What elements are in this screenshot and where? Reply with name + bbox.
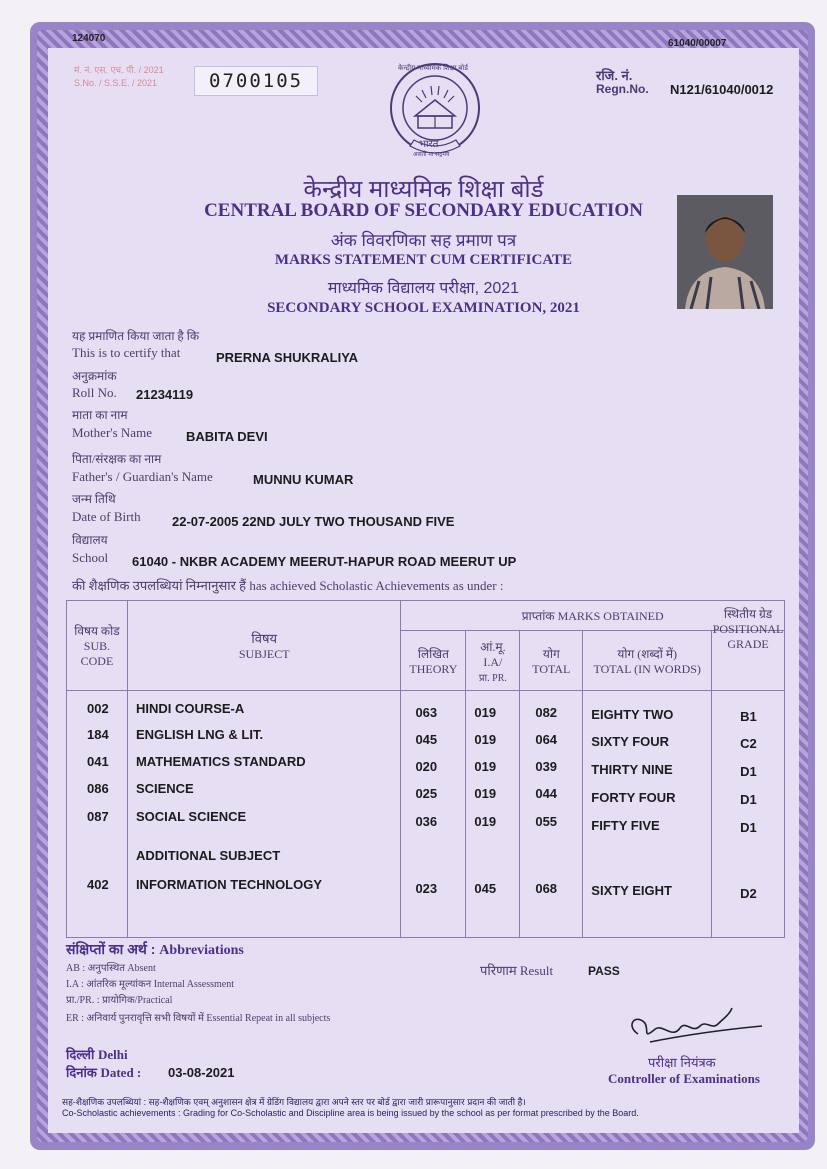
subjects-cell xyxy=(127,691,401,938)
date-of-birth: 22-07-2005 22ND JULY TWO THOUSAND FIVE xyxy=(172,514,455,529)
top-left-number: 124070 xyxy=(72,33,106,44)
roll-label: Roll No. xyxy=(72,385,117,400)
result-label: परिणाम Result xyxy=(480,963,554,978)
achievements-hindi: की शैक्षणिक उपलब्धियां निम्नानुसार हैं xyxy=(72,578,247,593)
theory-marks: 036 xyxy=(415,814,438,829)
certificate-title-hindi: अंक विवरणिका सह प्रमाण पत्र xyxy=(330,231,517,250)
serial-number: 0700105 xyxy=(194,66,318,96)
achievements-line xyxy=(72,576,503,594)
certify-label-hindi: यह प्रमाणित किया जाता है कि xyxy=(72,329,200,343)
footer-note: Co-Scholastic achievements : Grading for Co-Scholastic and Discipline area is being issued by the school as per format prescribed by the Board. xyxy=(62,1108,639,1118)
subject-code: 184 xyxy=(87,727,109,742)
total-cell xyxy=(520,691,583,938)
student-photo xyxy=(677,195,773,309)
school-name: 61040 - NKBR ACADEMY MEERUT-HAPUR ROAD MEERUT UP xyxy=(132,554,517,569)
mother-label-hindi: माता का नाम xyxy=(72,408,128,422)
father-name: MUNNU KUMAR xyxy=(253,472,354,487)
subject-name: SOCIAL SCIENCE xyxy=(135,809,247,824)
ia-marks: 019 xyxy=(474,786,497,801)
theory-marks: 020 xyxy=(415,759,438,774)
subject-code: 402 xyxy=(87,877,109,892)
theory-marks: 045 xyxy=(415,732,438,747)
regn-number: N121/61040/0012 xyxy=(670,82,774,97)
certify-label: This is to certify that xyxy=(72,345,181,360)
total-marks: 064 xyxy=(535,732,558,747)
ia-marks: 019 xyxy=(474,732,497,747)
ia-marks: 019 xyxy=(474,814,497,829)
father-label-hindi: पिता/संरक्षक का नाम xyxy=(72,452,162,466)
subject-code: 002 xyxy=(87,701,109,716)
abbrev-essential-repeat: ER : अनिवार्य पुनरावृत्ति सभी विषयों में Essential Repeat in all subjects xyxy=(66,1013,331,1024)
subject-code: 086 xyxy=(87,781,109,796)
total-in-words: EIGHTY TWO xyxy=(591,707,674,722)
theory-marks: 023 xyxy=(415,881,438,896)
dob-label: Date of Birth xyxy=(72,509,141,524)
abbrev-practical: प्रा./PR. : प्रायोगिक/Practical xyxy=(66,995,173,1006)
marks-obtained-header: प्राप्तांक MARKS OBTAINED xyxy=(401,601,785,631)
abbrev-absent: AB : अनुपस्थित Absent xyxy=(66,963,156,974)
grade-cell xyxy=(712,691,785,938)
ia-marks: 045 xyxy=(474,881,497,896)
subject-name: SCIENCE xyxy=(135,781,194,796)
col-theory-header: लिखित THEORY xyxy=(401,631,466,691)
subject-name: INFORMATION TECHNOLOGY xyxy=(135,877,323,892)
regn-label: Regn.No. xyxy=(596,82,649,96)
logo-motto: असतो मा सद्गमय xyxy=(413,152,450,158)
logo-bharat-text: भारत xyxy=(419,139,439,150)
additional-subject-label: ADDITIONAL SUBJECT xyxy=(135,848,281,863)
controller-title: Controller of Examinations xyxy=(608,1071,760,1086)
total-in-words: FIFTY FIVE xyxy=(591,818,660,833)
total-in-words: THIRTY NINE xyxy=(591,762,673,777)
col-total-header: योग TOTAL xyxy=(520,631,583,691)
school-label: School xyxy=(72,550,109,565)
theory-marks: 063 xyxy=(415,705,438,720)
total-marks: 039 xyxy=(535,759,558,774)
subject-name: HINDI COURSE-A xyxy=(135,701,245,716)
subject-name: ENGLISH LNG & LIT. xyxy=(135,727,264,742)
footer-note-hindi: सह-शैक्षणिक उपलब्धियां : सह-शैक्षणिक एवम् अनुशासन क्षेत्र में ग्रेडिंग विद्यालय द्वारा अपने स्तर पर बोर्ड द्वारा जारी प्रारूपानुसार प्रदान की जाती है। xyxy=(62,1097,526,1107)
signature-icon xyxy=(620,1000,770,1052)
total-marks: 055 xyxy=(535,814,558,829)
red-print-line-1: मं. नं. एस. एच. पी. / 2021 xyxy=(74,65,164,75)
grade: B1 xyxy=(740,709,757,724)
grade: D1 xyxy=(740,792,757,807)
ia-cell xyxy=(466,691,520,938)
controller-hindi: परीक्षा नियंत्रक xyxy=(648,1055,716,1070)
board-name: CENTRAL BOARD OF SECONDARY EDUCATION xyxy=(204,200,643,221)
total-in-words: FORTY FOUR xyxy=(591,790,676,805)
candidate-name: PRERNA SHUKRALIYA xyxy=(216,350,359,365)
marks-table xyxy=(66,600,785,938)
exam-name: SECONDARY SCHOOL EXAMINATION, 2021 xyxy=(267,300,580,316)
total-marks: 044 xyxy=(535,786,558,801)
grade: C2 xyxy=(740,736,757,751)
col-ia-header: आं.मू. I.A/ प्रा. PR. xyxy=(466,631,520,691)
red-print-line-2: S.No. / S.S.E. / 2021 xyxy=(74,78,158,88)
codes-cell xyxy=(67,691,128,938)
issue-date: 03-08-2021 xyxy=(168,1065,235,1080)
father-label: Father's / Guardian's Name xyxy=(72,469,213,484)
grade: D2 xyxy=(740,886,757,901)
total-marks: 082 xyxy=(535,705,558,720)
subject-code: 087 xyxy=(87,809,109,824)
col-code-header: विषय कोड SUB. CODE xyxy=(67,601,128,691)
words-cell xyxy=(583,691,712,938)
subject-code: 041 xyxy=(87,754,109,769)
dated-label: दिनांक Dated : xyxy=(66,1065,142,1080)
col-grade-header: स्थितीय ग्रेड POSITIONAL GRADE xyxy=(712,631,785,691)
grade: D1 xyxy=(740,820,757,835)
theory-cell xyxy=(401,691,466,938)
mother-label: Mother's Name xyxy=(72,425,152,440)
total-in-words: SIXTY EIGHT xyxy=(591,883,672,898)
exam-name-hindi: माध्यमिक विद्यालय परीक्षा, 2021 xyxy=(327,280,520,297)
col-subject-header: विषय SUBJECT xyxy=(127,601,401,691)
roll-label-hindi: अनुक्रमांक xyxy=(72,369,117,383)
mother-name: BABITA DEVI xyxy=(186,429,268,444)
board-name-hindi: केन्द्रीय माध्यमिक शिक्षा बोर्ड xyxy=(303,176,544,203)
student-portrait-icon xyxy=(677,195,773,309)
subject-name: MATHEMATICS STANDARD xyxy=(135,754,306,769)
ia-marks: 019 xyxy=(474,759,497,774)
abbrev-internal-assessment: I.A : आंतरिक मूल्यांकन Internal Assessment xyxy=(66,979,234,990)
result-value: PASS xyxy=(588,964,620,978)
top-right-number: 61040/00007 xyxy=(668,38,727,49)
dob-label-hindi: जन्म तिथि xyxy=(72,492,116,506)
place: दिल्ली Delhi xyxy=(66,1047,128,1062)
total-marks: 068 xyxy=(535,881,558,896)
col-words-header: योग (शब्दों में) TOTAL (IN WORDS) xyxy=(583,631,712,691)
theory-marks: 025 xyxy=(415,786,438,801)
roll-number: 21234119 xyxy=(136,387,194,402)
abbreviations-title: संक्षिप्तों का अर्थ : Abbreviations xyxy=(66,941,244,958)
certificate-title: MARKS STATEMENT CUM CERTIFICATE xyxy=(274,252,573,268)
logo-top-text: केन्द्रीय माध्यमिक शिक्षा बोर्ड xyxy=(398,65,468,72)
school-label-hindi: विद्यालय xyxy=(72,533,108,547)
ia-marks: 019 xyxy=(474,705,497,720)
total-in-words: SIXTY FOUR xyxy=(591,734,670,749)
grade: D1 xyxy=(740,764,757,779)
regn-label-hindi: रजि. नं. xyxy=(596,68,633,83)
achievements-english: has achieved Scholastic Achievements as under : xyxy=(249,578,504,593)
